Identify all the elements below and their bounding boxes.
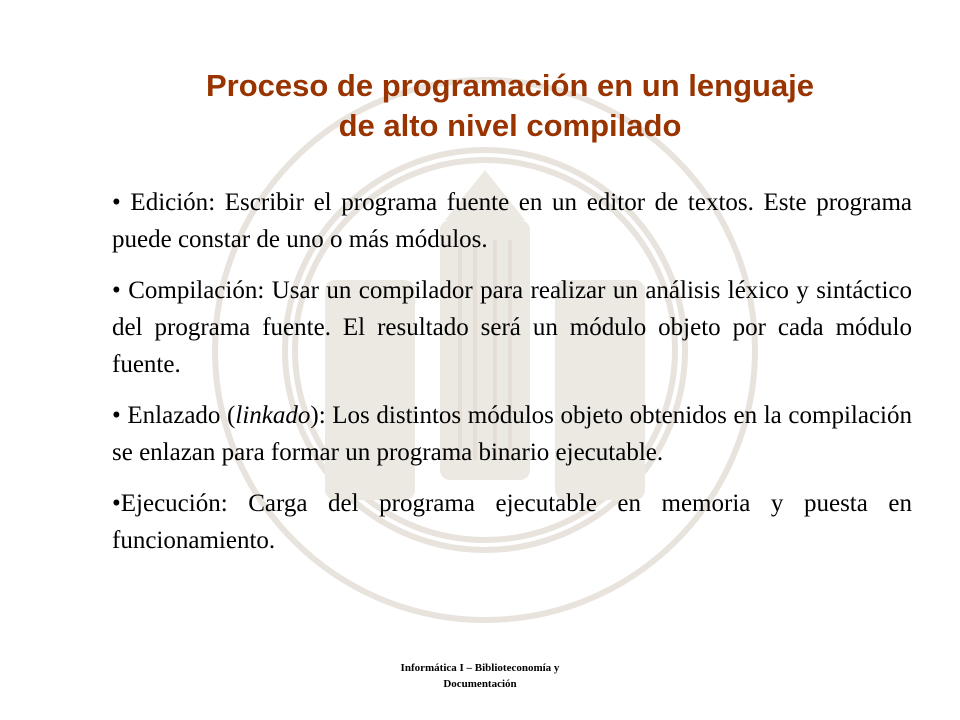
- bullet-text: : Usar un compilador para realizar un análisis léxico y sintáctico del programa fuente. El resultado será un módulo objeto por cada módulo fuente.: [112, 277, 912, 378]
- bullet-list: [112, 184, 912, 573]
- bullet-italic-term: linkado: [235, 402, 311, 429]
- bullet-edicion: [112, 184, 912, 258]
- bullet-label: Compilación: [128, 277, 258, 304]
- bullet-marker: •: [112, 277, 121, 304]
- bullet-marker: •: [112, 189, 121, 216]
- slide-footer: [330, 660, 630, 692]
- bullet-marker: •: [112, 490, 121, 517]
- bullet-label: Ejecución: [120, 490, 221, 517]
- bullet-compilacion: [112, 272, 912, 383]
- bullet-label: Edición: [130, 189, 209, 216]
- slide-title: [100, 66, 920, 146]
- title-line-2: de alto nivel compilado: [338, 108, 682, 143]
- footer-line-2: Documentación: [443, 678, 517, 690]
- bullet-ejecucion: [112, 485, 912, 559]
- bullet-marker: •: [112, 402, 121, 429]
- bullet-text: : Carga del programa ejecutable en memoria y puesta en funcionamiento.: [112, 490, 912, 554]
- title-line-1: Proceso de programación en un lenguaje: [205, 68, 815, 103]
- bullet-text: ): Los distintos módulos objeto obtenidos en la compilación se enlazan para formar un programa binario ejecutable.: [112, 402, 912, 466]
- bullet-label: Enlazado (: [127, 402, 236, 429]
- footer-line-1: Informática I – Biblioteconomía y: [400, 662, 560, 674]
- bullet-text: : Escribir el programa fuente en un editor de textos. Este programa puede constar de uno o más módulos.: [112, 189, 913, 253]
- bullet-enlazado: [112, 397, 912, 471]
